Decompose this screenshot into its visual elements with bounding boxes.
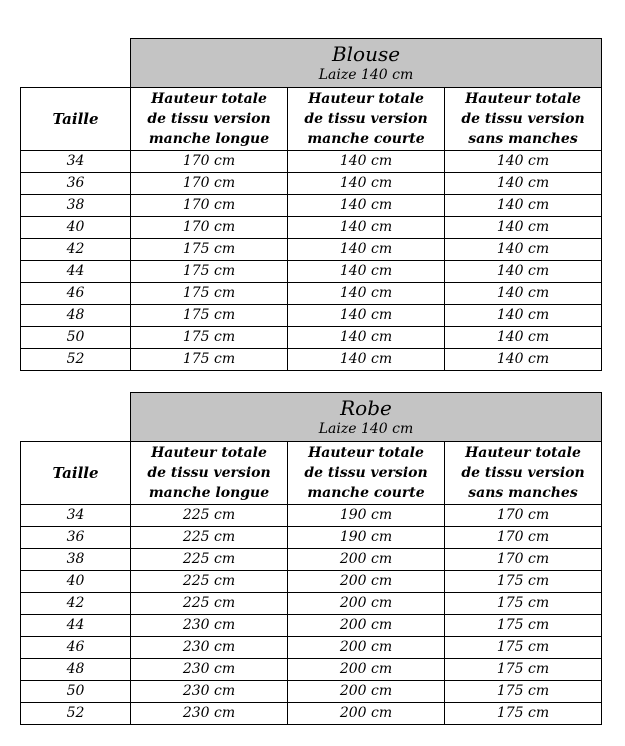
table-title: Robe	[340, 396, 392, 420]
column-header-short	[288, 442, 445, 505]
long-sleeve-cell: 225 cm	[131, 593, 288, 615]
column-header-line: de tissu version	[304, 111, 428, 127]
sleeveless-cell: 140 cm	[445, 283, 602, 305]
long-sleeve-cell: 225 cm	[131, 505, 288, 527]
table-row	[21, 151, 602, 173]
table-row	[21, 659, 602, 681]
short-sleeve-cell: 200 cm	[288, 549, 445, 571]
sleeveless-cell: 140 cm	[445, 195, 602, 217]
long-sleeve-cell: 175 cm	[131, 305, 288, 327]
size-header: Taille	[21, 442, 131, 505]
short-sleeve-cell: 140 cm	[288, 261, 445, 283]
column-header-line: Hauteur totale	[308, 445, 424, 461]
column-header-line: de tissu version	[147, 111, 271, 127]
table-subtitle: Laize 140 cm	[318, 421, 414, 437]
long-sleeve-cell: 230 cm	[131, 703, 288, 725]
long-sleeve-cell: 170 cm	[131, 173, 288, 195]
size-cell: 44	[21, 261, 131, 283]
long-sleeve-cell: 175 cm	[131, 327, 288, 349]
sleeveless-cell: 175 cm	[445, 615, 602, 637]
table-row	[21, 217, 602, 239]
short-sleeve-cell: 200 cm	[288, 615, 445, 637]
header-row	[21, 442, 602, 505]
short-sleeve-cell: 190 cm	[288, 505, 445, 527]
size-cell: 38	[21, 549, 131, 571]
sleeveless-cell: 140 cm	[445, 151, 602, 173]
corner-blank	[21, 393, 131, 442]
table-row	[21, 681, 602, 703]
table-title-cell	[131, 393, 602, 442]
table-row	[21, 527, 602, 549]
column-header-line: manche longue	[148, 131, 270, 147]
short-sleeve-cell: 200 cm	[288, 637, 445, 659]
sleeveless-cell: 140 cm	[445, 349, 602, 371]
short-sleeve-cell: 140 cm	[288, 239, 445, 261]
size-cell: 34	[21, 505, 131, 527]
short-sleeve-cell: 200 cm	[288, 593, 445, 615]
size-cell: 36	[21, 173, 131, 195]
long-sleeve-cell: 230 cm	[131, 681, 288, 703]
size-cell: 38	[21, 195, 131, 217]
short-sleeve-cell: 140 cm	[288, 327, 445, 349]
header-row	[21, 88, 602, 151]
short-sleeve-cell: 140 cm	[288, 151, 445, 173]
column-header-line: de tissu version	[304, 465, 428, 481]
column-header-line: Hauteur totale	[151, 91, 267, 107]
long-sleeve-cell: 175 cm	[131, 349, 288, 371]
long-sleeve-cell: 175 cm	[131, 283, 288, 305]
short-sleeve-cell: 140 cm	[288, 217, 445, 239]
table-row	[21, 195, 602, 217]
sleeveless-cell: 140 cm	[445, 217, 602, 239]
short-sleeve-cell: 200 cm	[288, 703, 445, 725]
column-header-line: de tissu version	[461, 111, 585, 127]
table-row	[21, 305, 602, 327]
table-row	[21, 261, 602, 283]
short-sleeve-cell: 190 cm	[288, 527, 445, 549]
sleeveless-cell: 175 cm	[445, 593, 602, 615]
sleeveless-cell: 140 cm	[445, 173, 602, 195]
sleeveless-cell: 140 cm	[445, 305, 602, 327]
size-cell: 52	[21, 703, 131, 725]
column-header-line: de tissu version	[461, 465, 585, 481]
long-sleeve-cell: 230 cm	[131, 615, 288, 637]
size-cell: 42	[21, 593, 131, 615]
size-cell: 36	[21, 527, 131, 549]
table-row	[21, 327, 602, 349]
column-header-line: manche courte	[307, 131, 425, 147]
table-row	[21, 239, 602, 261]
column-header-line: sans manches	[468, 131, 578, 147]
short-sleeve-cell: 200 cm	[288, 659, 445, 681]
table-title: Blouse	[331, 42, 401, 66]
table-title-cell	[131, 39, 602, 88]
sleeveless-cell: 140 cm	[445, 327, 602, 349]
long-sleeve-cell: 225 cm	[131, 549, 288, 571]
column-header-line: sans manches	[468, 485, 578, 501]
short-sleeve-cell: 140 cm	[288, 195, 445, 217]
column-header-none	[445, 88, 602, 151]
size-cell: 34	[21, 151, 131, 173]
size-cell: 46	[21, 283, 131, 305]
table-subtitle: Laize 140 cm	[318, 67, 414, 83]
size-cell: 46	[21, 637, 131, 659]
table-row	[21, 637, 602, 659]
table-row	[21, 173, 602, 195]
table-row	[21, 505, 602, 527]
table-row	[21, 349, 602, 371]
long-sleeve-cell: 170 cm	[131, 217, 288, 239]
column-header-long	[131, 88, 288, 151]
size-cell: 44	[21, 615, 131, 637]
size-cell: 40	[21, 217, 131, 239]
short-sleeve-cell: 200 cm	[288, 571, 445, 593]
long-sleeve-cell: 170 cm	[131, 151, 288, 173]
corner-blank	[21, 39, 131, 88]
short-sleeve-cell: 140 cm	[288, 349, 445, 371]
size-cell: 48	[21, 659, 131, 681]
long-sleeve-cell: 175 cm	[131, 239, 288, 261]
column-header-line: manche courte	[307, 485, 425, 501]
long-sleeve-cell: 230 cm	[131, 637, 288, 659]
table-row	[21, 571, 602, 593]
robe-size-table	[20, 392, 602, 725]
column-header-none	[445, 442, 602, 505]
sleeveless-cell: 175 cm	[445, 571, 602, 593]
table-row	[21, 283, 602, 305]
sleeveless-cell: 175 cm	[445, 637, 602, 659]
column-header-line: de tissu version	[147, 465, 271, 481]
table-row	[21, 615, 602, 637]
short-sleeve-cell: 140 cm	[288, 283, 445, 305]
title-row	[21, 39, 602, 88]
table-row	[21, 593, 602, 615]
long-sleeve-cell: 170 cm	[131, 195, 288, 217]
table-row	[21, 703, 602, 725]
title-row	[21, 393, 602, 442]
size-cell: 40	[21, 571, 131, 593]
short-sleeve-cell: 140 cm	[288, 305, 445, 327]
size-header: Taille	[21, 88, 131, 151]
long-sleeve-cell: 225 cm	[131, 527, 288, 549]
column-header-line: manche longue	[148, 485, 270, 501]
sleeveless-cell: 140 cm	[445, 261, 602, 283]
column-header-line: Hauteur totale	[465, 445, 581, 461]
sleeveless-cell: 175 cm	[445, 659, 602, 681]
long-sleeve-cell: 230 cm	[131, 659, 288, 681]
table-row	[21, 549, 602, 571]
sleeveless-cell: 175 cm	[445, 681, 602, 703]
size-cell: 42	[21, 239, 131, 261]
size-cell: 50	[21, 681, 131, 703]
column-header-line: Hauteur totale	[465, 91, 581, 107]
column-header-line: Hauteur totale	[151, 445, 267, 461]
sleeveless-cell: 170 cm	[445, 505, 602, 527]
blouse-size-table	[20, 38, 602, 371]
long-sleeve-cell: 175 cm	[131, 261, 288, 283]
size-cell: 48	[21, 305, 131, 327]
sleeveless-cell: 170 cm	[445, 549, 602, 571]
column-header-long	[131, 442, 288, 505]
long-sleeve-cell: 225 cm	[131, 571, 288, 593]
size-cell: 50	[21, 327, 131, 349]
size-cell: 52	[21, 349, 131, 371]
short-sleeve-cell: 200 cm	[288, 681, 445, 703]
sleeveless-cell: 170 cm	[445, 527, 602, 549]
sleeveless-cell: 175 cm	[445, 703, 602, 725]
short-sleeve-cell: 140 cm	[288, 173, 445, 195]
column-header-short	[288, 88, 445, 151]
column-header-line: Hauteur totale	[308, 91, 424, 107]
sleeveless-cell: 140 cm	[445, 239, 602, 261]
